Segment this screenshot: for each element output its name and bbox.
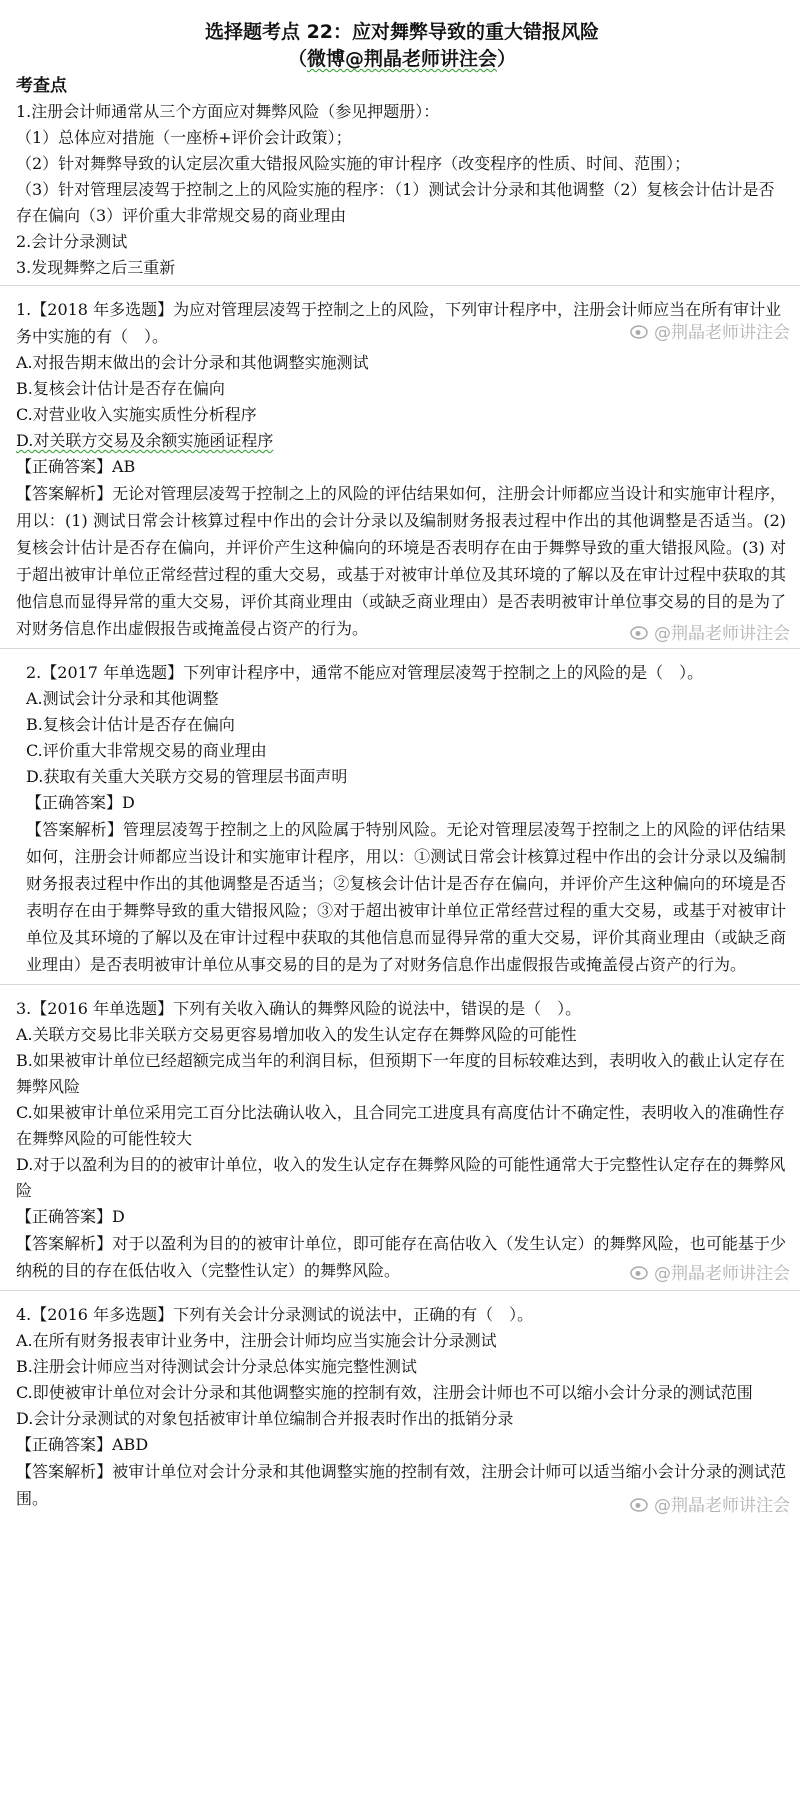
option-c: C.如果被审计单位采用完工百分比法确认收入，且合同完工进度具有高度估计不确定性，表明收入的准确性存在舞弊风险的可能性较大 <box>16 1103 785 1148</box>
option-d: D.获取有关重大关联方交易的管理层书面声明 <box>26 767 348 786</box>
question-1 <box>0 286 800 648</box>
exam-point-1-1: （1）总体应对措施（一座桥+评价会计政策）； <box>16 128 352 147</box>
correct-answer: 【正确答案】AB <box>16 457 136 476</box>
question-4 <box>0 1291 800 1518</box>
weibo-handle: 微博@荆晶老师讲注会 <box>306 48 497 70</box>
option-c: C.对营业收入实施实质性分析程序 <box>16 405 257 424</box>
option-c: C.评价重大非常规交易的商业理由 <box>26 741 267 760</box>
weibo-logo-icon <box>630 1264 650 1280</box>
option-a: A.在所有财务报表审计业务中，注册会计师均应当实施会计分录测试 <box>16 1331 497 1350</box>
correct-answer: 【正确答案】D <box>16 1207 125 1226</box>
exam-point-1: 1.注册会计师通常从三个方面应对舞弊风险（参见押题册）： <box>16 102 440 121</box>
option-a: A.测试会计分录和其他调整 <box>26 689 219 708</box>
watermark <box>630 1259 790 1284</box>
option-b: B.如果被审计单位已经超额完成当年的利润目标，但预期下一年度的目标较难达到，表明收入的截止认定存在舞弊风险 <box>16 1051 785 1096</box>
watermark-text: @荆晶老师讲注会 <box>654 323 790 343</box>
option-b: B.复核会计估计是否存在偏向 <box>26 715 235 734</box>
answer-explanation: 【答案解析】无论对管理层凌驾于控制之上的风险的评估结果如何，注册会计师都应当设计和实施审计程序，用以：(1) 测试日常会计核算过程中作出的会计分录以及编制财务报表过程中作出的其他调整是否适当。(2) 复核会计估计是否存在偏向，并评价产生这种偏向的环境是否表明存在由于舞弊导致的重大错报风险。(3) 对于超出被审计单位正常经营过程的重大交易，或基于对被审计单位及其环境的了解以及在审计过程中获取的其他信息而显得异常的重大交易，评价其商业理由（或缺乏商业理由）是否表明被审计单位事交易的目的是为了对财务信息作出虚假报告或掩盖侵占资产的行为。 <box>16 484 786 638</box>
exam-point-1-2: （2）针对舞弊导致的认定层次重大错报风险实施的审计程序（改变程序的性质、时间、范围）； <box>16 154 691 173</box>
exam-point-1-3: （3）针对管理层凌驾于控制之上的风险实施的程序：（1）测试会计分录和其他调整（2）复核会计估计是否存在偏向（3）评价重大非常规交易的商业理由 <box>16 180 775 225</box>
section-heading: 考查点 <box>16 76 67 96</box>
watermark <box>630 1491 790 1516</box>
question-3 <box>0 985 800 1290</box>
answer-explanation: 【答案解析】管理层凌驾于控制之上的风险属于特别风险。无论对管理层凌驾于控制之上的风险的评估结果如何，注册会计师都应当设计和实施审计程序，用以：①测试日常会计核算过程中作出的会计分录以及编制财务报表过程中作出的其他调整是否适当；②复核会计估计是否存在偏向，并评价产生这种偏向的环境是否表明存在由于舞弊导致的重大错报风险；③对于超出被审计单位正常经营过程的重大交易，或基于对被审计单位及其环境的了解以及在审计过程中获取的其他信息而显得异常的重大交易，评价其商业理由（或缺乏商业理由）是否表明被审计单位从事交易的目的是为了对财务信息作出虚假报告或掩盖侵占资产的行为。 <box>26 820 786 974</box>
exam-point-3: 3.发现舞弊之后三重新 <box>16 258 176 277</box>
correct-answer: 【正确答案】D <box>26 793 135 812</box>
option-d: D.对关联方交易及余额实施函证程序 <box>16 431 274 450</box>
correct-answer: 【正确答案】ABD <box>16 1435 149 1454</box>
page-subtitle <box>16 46 788 72</box>
page-title: 选择题考点 22：应对舞弊导致的重大错报风险 <box>204 21 600 43</box>
option-a: A.对报告期末做出的会计分录和其他调整实施测试 <box>16 353 369 372</box>
option-d: D.对于以盈利为目的的被审计单位，收入的发生认定存在舞弊风险的可能性通常大于完整性认定存在的舞弊风险 <box>16 1155 786 1200</box>
option-d: D.会计分录测试的对象包括被审计单位编制合并报表时作出的抵销分录 <box>16 1409 514 1428</box>
subtitle-open-paren: （ <box>287 48 307 70</box>
option-c: C.即使被审计单位对会计分录和其他调整实施的控制有效，注册会计师也不可以缩小会计分录的测试范围 <box>16 1383 753 1402</box>
question-stem: 4.【2016 年多选题】下列有关会计分录测试的说法中，正确的有（ ）。 <box>16 1305 534 1324</box>
answer-explanation: 【答案解析】被审计单位对会计分录和其他调整实施的控制有效，注册会计师可以适当缩小会计分录的测试范围。 <box>16 1462 786 1508</box>
weibo-logo-icon <box>630 1496 650 1512</box>
question-stem: 3.【2016 年单选题】下列有关收入确认的舞弊风险的说法中，错误的是（ ）。 <box>16 999 582 1018</box>
weibo-logo-icon <box>630 624 650 640</box>
watermark-text: @荆晶老师讲注会 <box>654 1496 790 1516</box>
question-2 <box>0 649 800 984</box>
option-b: B.复核会计估计是否存在偏向 <box>16 379 225 398</box>
answer-explanation: 【答案解析】对于以盈利为目的的被审计单位，即可能存在高估收入（发生认定）的舞弊风险，也可能基于少纳税的目的存在低估收入（完整性认定）的舞弊风险。 <box>16 1234 786 1280</box>
subtitle-close-paren: ） <box>497 48 517 70</box>
question-stem: 2.【2017 年单选题】下列审计程序中，通常不能应对管理层凌驾于控制之上的风险的是（ ）。 <box>26 663 704 682</box>
watermark-text: @荆晶老师讲注会 <box>654 1264 790 1284</box>
watermark-text: @荆晶老师讲注会 <box>654 624 790 644</box>
option-a: A.关联方交易比非关联方交易更容易增加收入的发生认定存在舞弊风险的可能性 <box>16 1025 577 1044</box>
option-b: B.注册会计师应当对待测试会计分录总体实施完整性测试 <box>16 1357 417 1376</box>
question-stem: 1.【2018 年多选题】为应对管理层凌驾于控制之上的风险，下列审计程序中，注册会计师应当在所有审计业务中实施的有（ ）。 <box>16 300 782 346</box>
exam-point-2: 2.会计分录测试 <box>16 232 128 251</box>
watermark <box>630 619 790 644</box>
